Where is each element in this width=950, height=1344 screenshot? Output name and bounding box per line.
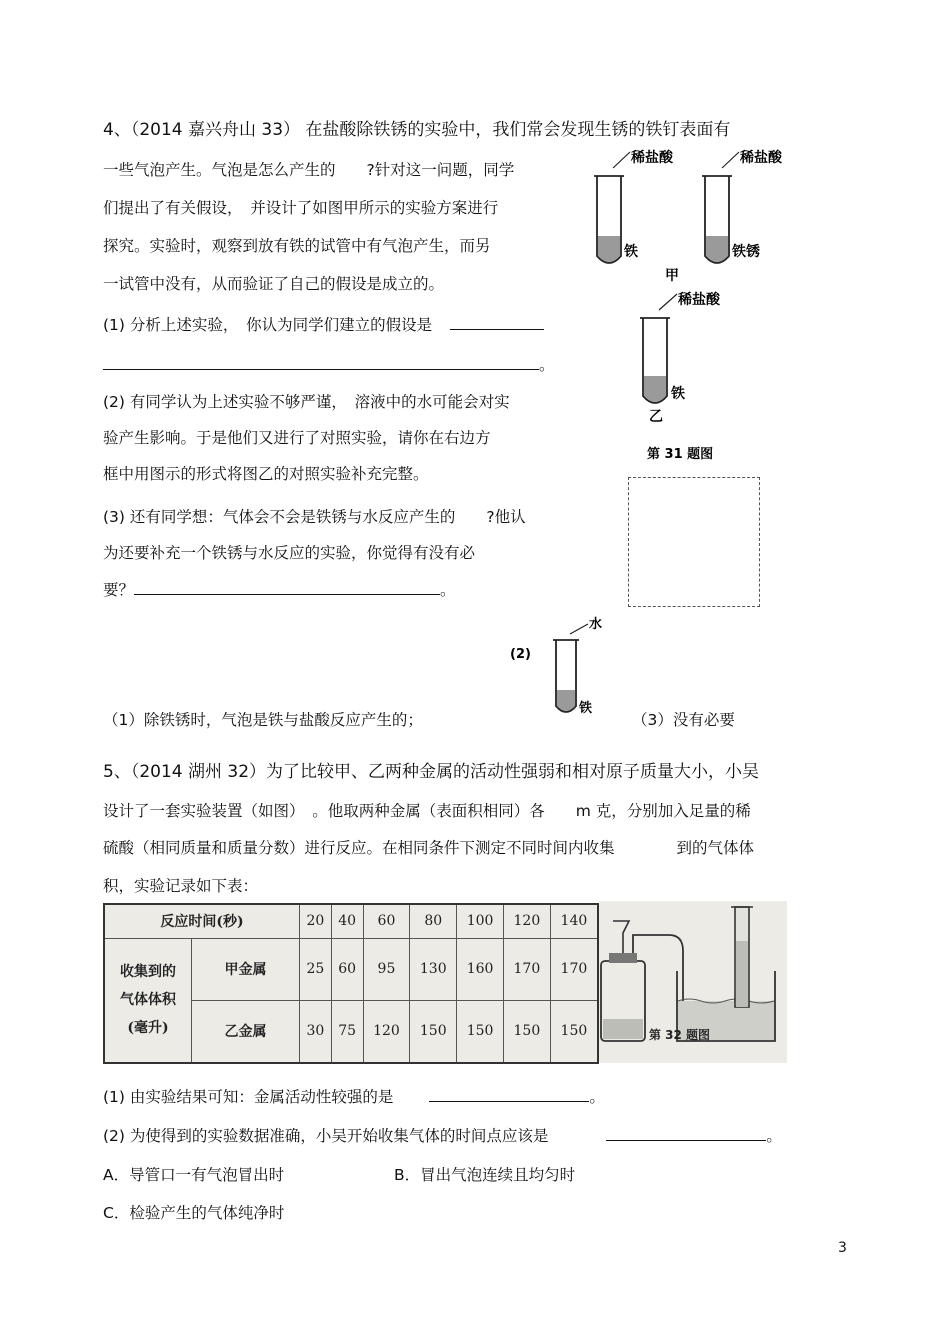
- q4-answer-3: （3）没有必要: [632, 711, 735, 729]
- q5-line-3: 积，实验记录如下表：: [103, 877, 259, 895]
- q4-part1-end: 。: [539, 356, 555, 374]
- table-cell: 170: [503, 938, 550, 1000]
- table-cell: 80: [410, 904, 457, 938]
- table-row-time: [104, 904, 598, 938]
- label-iron-3: 铁: [671, 386, 685, 402]
- table-cell: 25: [300, 938, 332, 1000]
- q4-part1-text: (1) 分析上述实验， 你认为同学们建立的假设是: [103, 316, 433, 334]
- label-iron-1: 铁: [624, 244, 638, 260]
- label-acid-3: 稀盐酸: [678, 292, 720, 308]
- q4-part2-line1: (2) 有同学认为上述实验不够严谨， 溶液中的水可能会对实: [103, 393, 510, 411]
- table-cell: 95: [363, 938, 410, 1000]
- table-cell: 150: [457, 1000, 504, 1063]
- table-cell: 130: [410, 938, 457, 1000]
- table-cell: 120: [363, 1000, 410, 1063]
- q4-part1-line2: [103, 355, 555, 375]
- table-row-label-jia: 甲金属: [192, 938, 300, 1000]
- label-acid-2: 稀盐酸: [740, 150, 782, 166]
- answer-drawing-box[interactable]: [628, 477, 760, 607]
- volume-label-2: 气体体积: [120, 992, 176, 1009]
- q4-part3-line3: [103, 580, 456, 600]
- table-cell: 30: [300, 1000, 332, 1063]
- table-cell: 60: [363, 904, 410, 938]
- answer-figure-water-tube: [500, 614, 610, 724]
- table-cell: 120: [503, 904, 550, 938]
- label-rust: 铁锈: [732, 244, 760, 260]
- q5-option-c[interactable]: C．检验产生的气体纯净时: [103, 1204, 285, 1222]
- figure-32-apparatus: [599, 901, 787, 1063]
- table-cell: 170: [550, 938, 598, 1000]
- q4-part1-blank-a[interactable]: [450, 315, 544, 330]
- table-cell: 140: [550, 904, 598, 938]
- q4-part3-line2: 为还要补充一个铁锈与水反应的实验，你觉得有没有必: [103, 544, 476, 562]
- q5-part2-blank[interactable]: [606, 1126, 766, 1141]
- figure-31-caption: 第 31 题图: [647, 447, 714, 462]
- q5-part1: [103, 1087, 605, 1107]
- q4-line-2: 们提出了有关假设， 并设计了如图甲所示的实验方案进行: [103, 199, 499, 217]
- figure-32-caption: 第 32 题图: [649, 1028, 711, 1042]
- table-cell: 150: [503, 1000, 550, 1063]
- table-cell: 40: [331, 904, 363, 938]
- table-row-metal-jia: [104, 938, 598, 1000]
- table-cell: 60: [331, 938, 363, 1000]
- q4-line-4: 一试管中没有，从而验证了自己的假设是成立的。: [103, 275, 445, 293]
- table-header-time: 反应时间(秒): [104, 904, 300, 938]
- q4-part3-line1: (3) 还有同学想：气体会不会是铁锈与水反应产生的 ?他认: [103, 508, 526, 526]
- volume-label-1: 收集到的: [120, 964, 176, 981]
- q5-part2-text: (2) 为使得到的实验数据准确，小吴开始收集气体的时间点应该是: [103, 1127, 549, 1145]
- q5-option-b[interactable]: B．冒出气泡连续且均匀时: [394, 1166, 576, 1184]
- page-number: 3: [838, 1240, 847, 1256]
- q4-part2-line3: 框中用图示的形式将图乙的对照实验补充完整。: [103, 465, 429, 483]
- data-table-gas-volume: [103, 903, 599, 1064]
- q4-part1-prompt: [103, 315, 544, 335]
- answer-fig-num: (2): [510, 647, 531, 662]
- q4-part3-blank[interactable]: [134, 580, 440, 595]
- table-row-label-yi: 乙金属: [192, 1000, 300, 1063]
- q5-part1-blank[interactable]: [429, 1087, 589, 1102]
- q5-line-1: 设计了一套实验装置（如图） 。他取两种金属（表面积相同）各 m 克，分别加入足量的稀: [103, 802, 751, 820]
- figure-31-test-tubes: [585, 138, 785, 468]
- answer-fig-water: 水: [589, 617, 603, 632]
- q5-part1-text: (1) 由实验结果可知：金属活动性较强的是: [103, 1088, 394, 1106]
- q5-heading: 5、（2014 湖州 32）为了比较甲、乙两种金属的活动性强弱和相对原子质量大小，小吴: [103, 762, 760, 782]
- q4-part1-blank-b[interactable]: [103, 355, 539, 370]
- table-header-volume: [104, 938, 192, 1063]
- q5-option-a[interactable]: A．导管口一有气泡冒出时: [103, 1166, 285, 1184]
- label-yi: 乙: [649, 409, 663, 425]
- table-cell: 150: [410, 1000, 457, 1063]
- q4-answer-1: （1）除铁锈时，气泡是铁与盐酸反应产生的；: [103, 711, 423, 729]
- table-cell: 20: [300, 904, 332, 938]
- table-cell: 160: [457, 938, 504, 1000]
- table-cell: 75: [331, 1000, 363, 1063]
- q5-part2-end: 。: [766, 1127, 782, 1145]
- q4-heading: 4、（2014 嘉兴舟山 33） 在盐酸除铁锈的实验中，我们常会发现生锈的铁钉表面有: [103, 120, 731, 140]
- label-jia: 甲: [665, 268, 679, 284]
- table-cell: 150: [550, 1000, 598, 1063]
- q4-part3-text: 要？: [103, 581, 135, 599]
- q5-part1-end: 。: [589, 1088, 605, 1106]
- q4-part2-line2: 验产生影响。于是他们又进行了对照实验，请你在右边方: [103, 429, 491, 447]
- answer-fig-iron: 铁: [579, 701, 593, 716]
- q4-part3-end: 。: [440, 581, 456, 599]
- label-acid-1: 稀盐酸: [631, 150, 673, 166]
- q5-line-2: 硫酸（相同质量和质量分数）进行反应。在相同条件下测定不同时间内收集 到的气体体: [103, 839, 755, 857]
- q5-part2: [103, 1126, 782, 1146]
- q4-line-1: 一些气泡产生。气泡是怎么产生的 ?针对这一问题，同学: [103, 161, 515, 179]
- table-cell: 100: [457, 904, 504, 938]
- q4-line-3: 探究。实验时，观察到放有铁的试管中有气泡产生，而另: [103, 237, 491, 255]
- volume-label-3: (毫升): [127, 1020, 169, 1037]
